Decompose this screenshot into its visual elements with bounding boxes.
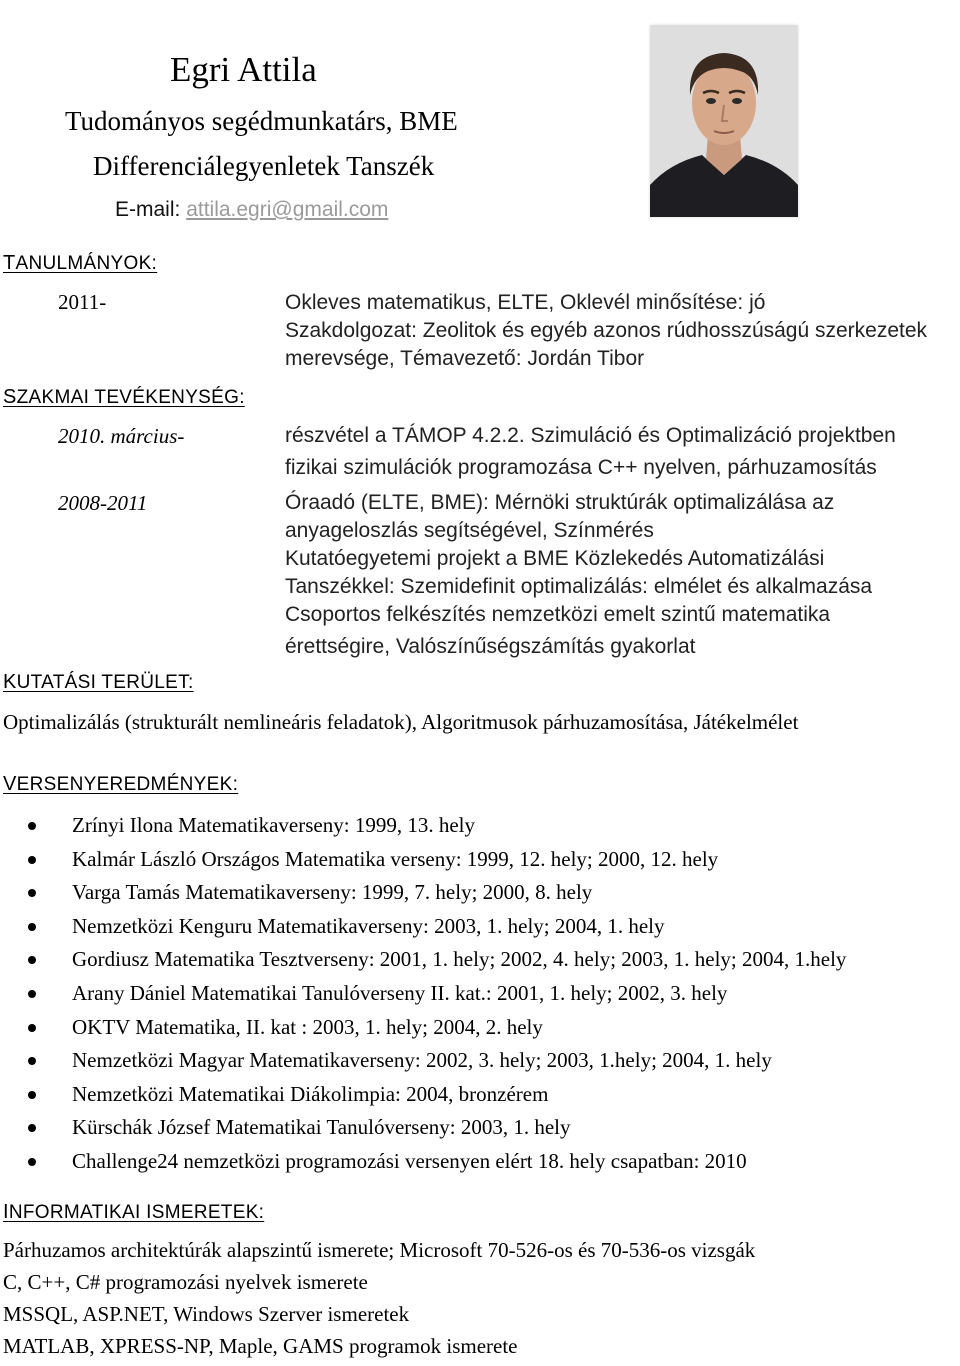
department: Differenciálegyenletek Tanszék — [93, 151, 435, 181]
bullet-icon — [28, 923, 36, 931]
section-heading-studies: TANULMÁNYOK: — [3, 252, 158, 274]
section-heading-competitions: VERSENYEREDMÉNYEK: — [3, 773, 239, 795]
bullet-icon — [28, 1124, 36, 1132]
section-heading-it-skills: INFORMATIKAI ISMERETEK: — [3, 1201, 265, 1223]
bullet-icon — [28, 856, 36, 864]
email-row — [115, 198, 388, 222]
it-skill-line: MSSQL, ASP.NET, Windows Szerver ismeretek — [3, 1302, 410, 1326]
portrait-image — [650, 25, 798, 217]
section-heading-professional: SZAKMAI TEVÉKENYSÉG: — [3, 386, 245, 408]
it-skill-line: MATLAB, XPRESS-NP, Maple, GAMS programok ismerete — [3, 1334, 518, 1358]
it-skill-line: C, C++, C# programozási nyelvek ismerete — [3, 1270, 368, 1294]
professional-date-1: 2010. március- — [58, 424, 185, 448]
profile-photo — [650, 25, 798, 217]
it-skill-line: Párhuzamos architektúrák alapszintű ismerete; Microsoft 70-526-os és 70-536-os vizsgák — [3, 1238, 756, 1262]
bullet-icon — [28, 956, 36, 964]
studies-line: Szakdolgozat: Zeolitok és egyéb azonos rúdhosszúságú szerkezetek — [285, 319, 928, 342]
section-heading-research: KUTATÁSI TERÜLET: — [3, 671, 194, 693]
email-label: E-mail: — [115, 198, 187, 221]
email-link[interactable]: attila.egri@gmail.com — [186, 198, 389, 221]
bullet-icon — [28, 889, 36, 897]
entry-line: részvétel a TÁMOP 4.2.2. Szimuláció és Optimalizáció projektben — [285, 424, 896, 447]
entry-line: Óraadó (ELTE, BME): Mérnöki struktúrák optimalizálása az — [285, 491, 835, 514]
entry-line: fizikai szimulációk programozása C++ nyelven, párhuzamosítás — [285, 456, 877, 479]
studies-date: 2011- — [58, 290, 107, 314]
bullet-icon — [28, 1024, 36, 1032]
entry-line: Tanszékkel: Szemidefinit optimalizálás: elmélet és alkalmazása — [285, 575, 873, 598]
bullet-icon — [28, 822, 36, 830]
bullet-icon — [28, 1057, 36, 1065]
entry-line: érettségire, Valószínűségszámítás gyakorlat — [285, 635, 696, 658]
it-skills-lines — [3, 1238, 755, 1366]
entry-line: Kutatóegyetemi projekt a BME Közlekedés Automatizálási — [285, 547, 825, 570]
bullet-icon — [28, 990, 36, 998]
professional-entry-1 — [285, 422, 896, 482]
job-title: Tudományos segédmunkatárs, BME — [65, 106, 458, 136]
bullet-icon — [28, 1091, 36, 1099]
person-name: Egri Attila — [170, 50, 317, 89]
studies-lines — [285, 289, 927, 373]
studies-line: Okleves matematikus, ELTE, Oklevél minősítése: jó — [285, 291, 766, 314]
professional-entry-2 — [285, 489, 872, 661]
professional-date-2: 2008-2011 — [58, 491, 148, 515]
entry-line: Csoportos felkészítés nemzetközi emelt szintű matematika — [285, 603, 831, 626]
research-text: Optimalizálás (strukturált nemlineáris feladatok), Algoritmusok párhuzamosítása, Játékelmélet — [3, 710, 799, 734]
bullet-icon — [28, 1158, 36, 1166]
studies-line: merevsége, Témavezető: Jordán Tibor — [285, 347, 645, 370]
entry-line: anyageloszlás segítségével, Színmérés — [285, 519, 654, 542]
